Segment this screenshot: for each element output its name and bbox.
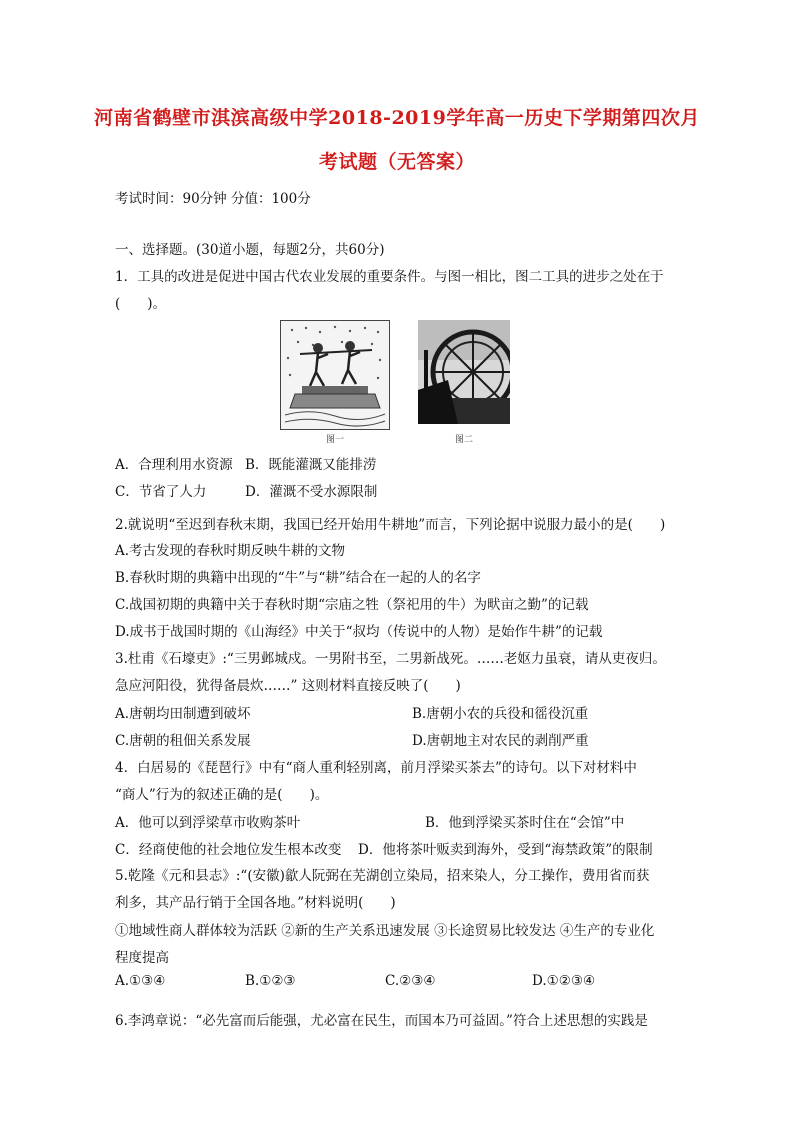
question-5-option-a: A.①③④ — [115, 973, 166, 989]
question-1-text-cont: ( )。 — [115, 296, 167, 312]
figure-1-image — [280, 320, 390, 430]
question-5-option-c: C.②③④ — [385, 973, 436, 989]
question-6-text: 6.李鸿章说：“必先富而后能强，尤必富在民生，而国本乃可益固。”符合上述思想的实践是 — [115, 1013, 648, 1029]
question-1-text: 1．工具的改进是促进中国古代农业发展的重要条件。与图一相比，图二工具的进步之处在于 — [115, 269, 664, 285]
figure-1-caption: 图一 — [325, 435, 344, 445]
exam-info: 考试时间：90分钟 分值：100分 — [115, 191, 311, 207]
question-1-option-c: C．节省了人力 — [115, 484, 207, 500]
section-heading: 一、选择题。(30道小题，每题2分，共60分) — [115, 242, 385, 258]
question-1-option-d: D．灌溉不受水源限制 — [245, 484, 378, 500]
question-2-option-b: B.春秋时期的典籍中出现的“牛”与“耕”结合在一起的人的名字 — [115, 570, 481, 586]
figure-2-image — [418, 320, 510, 424]
question-5-option-d: D.①②③④ — [532, 973, 596, 989]
question-2-option-c: C.战国初期的典籍中关于春秋时期“宗庙之牲（祭祀用的牛）为畎亩之勤”的记载 — [115, 597, 589, 613]
question-3-text: 3.杜甫《石壕吏》:“三男邺城戍。一男附书至，二男新战死。……老妪力虽衰，请从吏夜归。 — [115, 651, 666, 667]
page-title-cont: 考试题（无答案） — [318, 151, 475, 173]
question-5-statements-cont: 程度提高 — [115, 950, 169, 966]
question-4-text-cont: “商人”行为的叙述正确的是( )。 — [115, 787, 329, 803]
question-4-option-a: A．他可以到浮梁草市收购茶叶 — [115, 815, 301, 831]
question-5-option-b: B.①②③ — [245, 973, 296, 989]
question-4-option-b: B．他到浮梁买茶时住在“会馆”中 — [425, 815, 625, 831]
question-2-text: 2.就说明“至迟到春秋末期，我国已经开始用牛耕地”而言，下列论据中说服力最小的是( ) — [115, 517, 666, 533]
question-3-text-cont: 急应河阳役，犹得备晨炊……” 这则材料直接反映了( ) — [115, 678, 461, 694]
question-3-option-a: A.唐朝均田制遭到破坏 — [115, 706, 251, 722]
question-3-option-b: B.唐朝小农的兵役和徭役沉重 — [412, 706, 589, 722]
question-5-statements: ①地域性商人群体较为活跃 ②新的生产关系迅速发展 ③长途贸易比较发达 ④生产的专业化 — [115, 923, 655, 939]
question-4-text: 4．白居易的《琵琶行》中有“商人重利轻别离，前月浮梁买茶去”的诗句。以下对材料中 — [115, 760, 637, 776]
page-title: 河南省鹤壁市淇滨高级中学2018-2019学年高一历史下学期第四次月 — [94, 107, 700, 129]
question-4-option-c: C．经商使他的社会地位发生根本改变 — [115, 842, 342, 858]
question-5-text-cont: 利多，其产品行销于全国各地。”材料说明( ) — [115, 895, 396, 911]
question-3-option-c: C.唐朝的租佃关系发展 — [115, 733, 251, 749]
question-4-option-d: D．他将茶叶贩卖到海外，受到“海禁政策”的限制 — [358, 842, 653, 858]
question-1-option-b: B．既能灌溉又能排涝 — [245, 457, 377, 473]
question-5-text: 5.乾隆《元和县志》:“(安徽)歙人阮弼在芜湖创立染局，招来染人，分工操作，费用省而获 — [115, 868, 650, 884]
question-2-option-d: D.成书于战国时期的《山海经》中关于“叔均（传说中的人物）是始作牛耕”的记载 — [115, 624, 603, 640]
question-1-option-a: A．合理利用水资源 — [115, 457, 233, 473]
question-2-option-a: A.考古发现的春秋时期反映牛耕的文物 — [115, 543, 346, 559]
question-3-option-d: D.唐朝地主对农民的剥削严重 — [412, 733, 589, 749]
figure-2-caption: 图二 — [454, 435, 473, 445]
